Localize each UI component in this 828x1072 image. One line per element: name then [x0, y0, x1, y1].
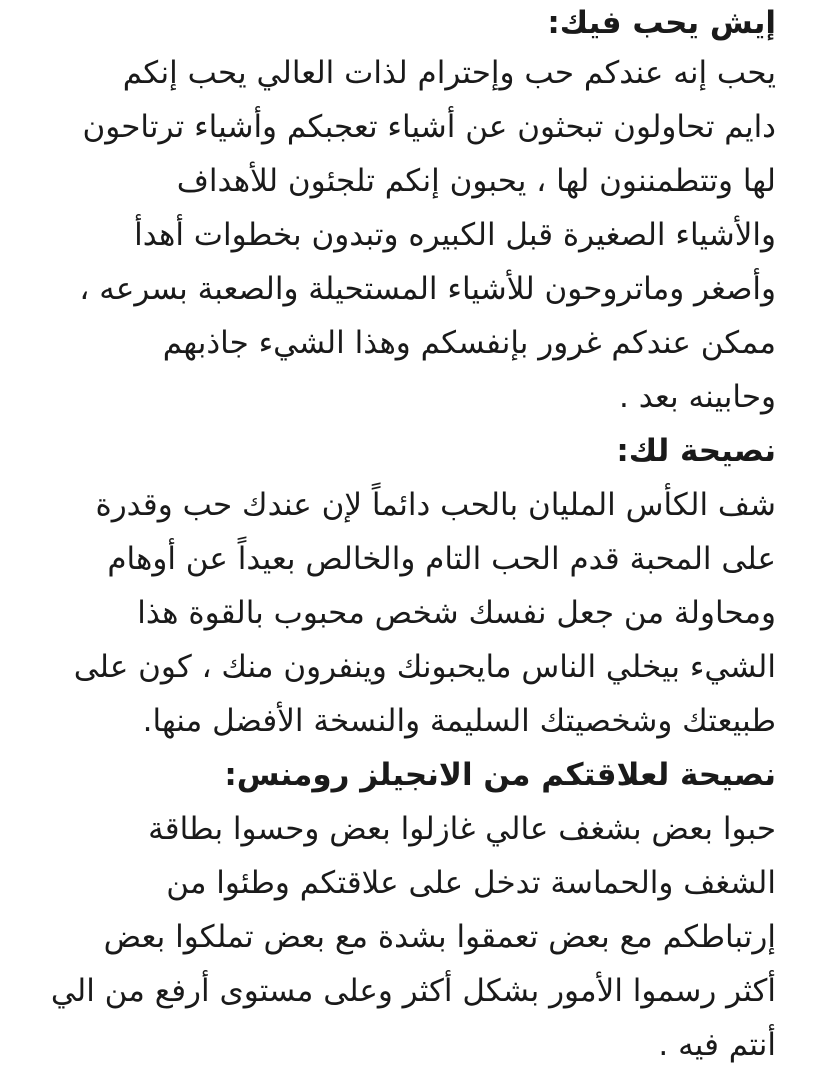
- paragraph-line: وحابينه بعد .: [619, 379, 776, 415]
- document-body: [40, 0, 776, 1072]
- paragraph-line: لها وتتطمننون لها ، يحبون إنكم تلجئون للأهداف: [176, 163, 776, 199]
- paragraph-line: شف الكأس المليان بالحب دائماً لإن عندك حب وقدرة: [95, 487, 776, 523]
- paragraph-line: ومحاولة من جعل نفسك شخص محبوب بالقوة هذا: [137, 595, 776, 631]
- paragraph-line: أكثر رسموا الأمور بشكل أكثر وعلى مستوى أرفع من الي: [50, 973, 776, 1009]
- paragraph-line: يحب إنه عندكم حب وإحترام لذات العالي يحب إنكم: [122, 55, 776, 91]
- paragraph-line: الشيء بيخلي الناس مايحبونك وينفرون منك ، كون على: [73, 649, 776, 685]
- section-heading: نصيحة لعلاقتكم من الانجيلز رومنس:: [224, 757, 776, 793]
- section-heading: نصيحة لك:: [616, 433, 776, 469]
- paragraph-line: والأشياء الصغيرة قبل الكبيره وتبدون بخطوات أهدأ: [134, 217, 776, 253]
- section-heading: إيش يحب فيك:: [547, 5, 776, 41]
- paragraph-line: إرتباطكم مع بعض تعمقوا بشدة مع بعض تملكوا بعض: [103, 919, 776, 955]
- paragraph-line: طبيعتك وشخصيتك السليمة والنسخة الأفضل منها.: [142, 703, 776, 739]
- paragraph-line: أنتم فيه .: [658, 1027, 776, 1063]
- paragraph-line: الشغف والحماسة تدخل على علاقتكم وطئوا من: [166, 865, 776, 901]
- paragraph-line: على المحبة قدم الحب التام والخالص بعيداً عن أوهام: [107, 541, 776, 577]
- paragraph-line: حبوا بعض بشغف عالي غازلوا بعض وحسوا بطاقة: [148, 811, 776, 847]
- paragraph-line: ممكن عندكم غرور بإنفسكم وهذا الشيء جاذبهم: [162, 325, 776, 361]
- paragraph-line: دايم تحاولون تبحثون عن أشياء تعجبكم وأشياء ترتاحون: [82, 109, 776, 145]
- paragraph-line: وأصغر وماتروحون للأشياء المستحيلة والصعبة بسرعه ،: [79, 271, 776, 307]
